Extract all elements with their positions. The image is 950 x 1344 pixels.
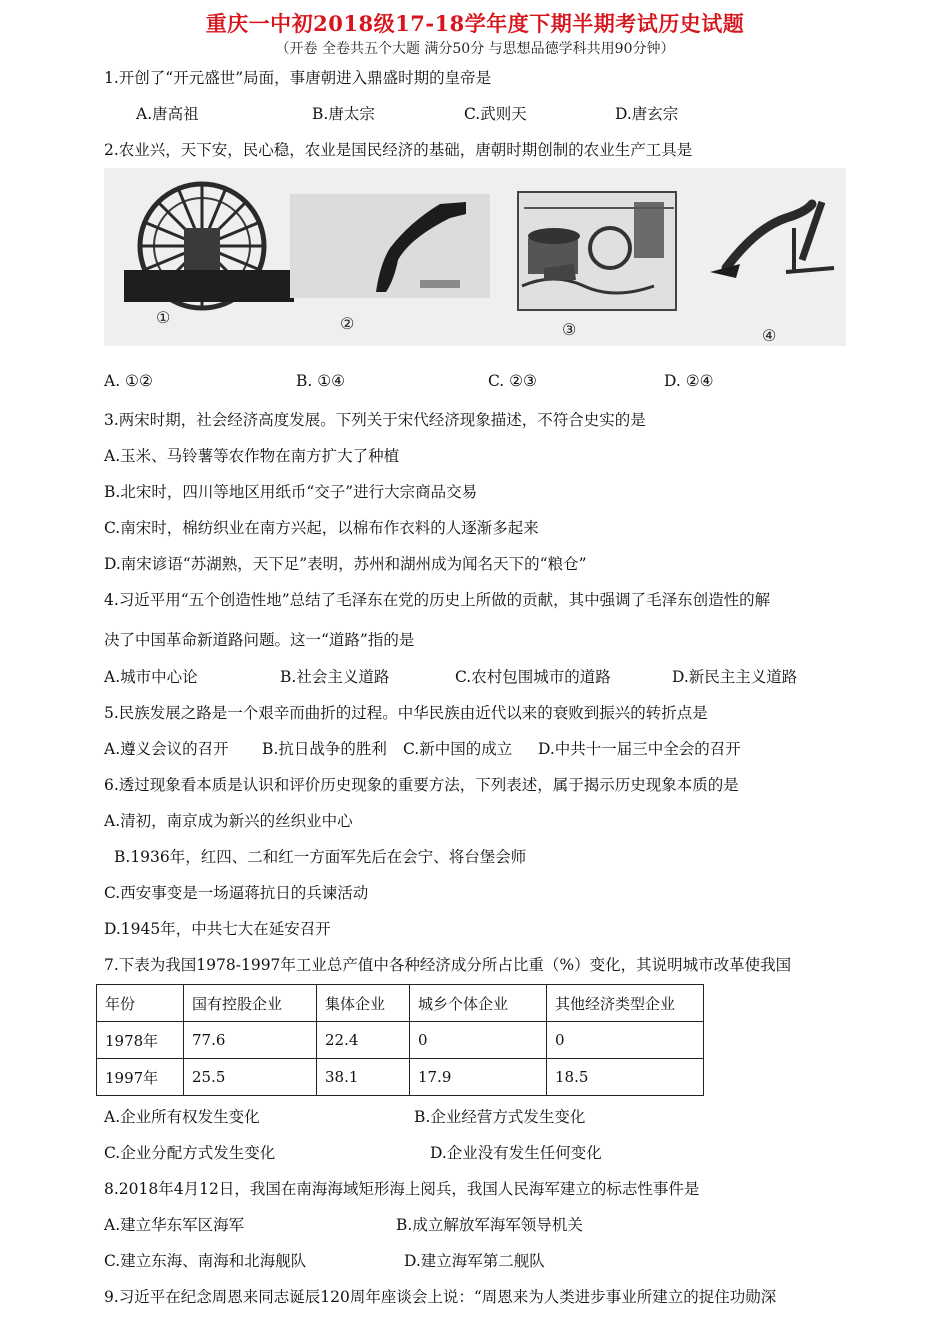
q8-stem: 8.2018年4月12日，我国在南海海域矩形海上阅兵，我国人民海军建立的标志性事件是 — [104, 1180, 700, 1198]
q5-stem: 5.民族发展之路是一个艰辛而曲折的过程。中华民族由近代以来的衰败到振兴的转折点是 — [104, 704, 708, 722]
q4-stem-line1: 4.习近平用“五个创造性地”总结了毛泽东在党的历史上所做的贡献，其中强调了毛泽东创造性的解 — [104, 591, 771, 609]
plough-image — [290, 168, 490, 346]
watermill-image — [514, 168, 684, 346]
table-row — [97, 1022, 704, 1059]
q4-option-c: C.农村包围城市的道路 — [455, 668, 611, 686]
curved-plough-image — [696, 168, 846, 346]
waterwheel-image — [124, 168, 294, 346]
exam-subtitle: （开卷 全卷共五个大题 满分50分 与思想品德学科共用90分钟） — [275, 41, 675, 57]
table-header-cell: 城乡个体企业 — [410, 985, 547, 1022]
table-cell: 0 — [547, 1022, 704, 1059]
q4-option-a: A.城市中心论 — [104, 668, 198, 686]
table-cell: 17.9 — [410, 1059, 547, 1096]
q2-stem: 2.农业兴，天下安，民心稳，农业是国民经济的基础，唐朝时期创制的农业生产工具是 — [104, 141, 693, 159]
q7-data-table — [96, 984, 704, 1096]
table-header-row — [97, 985, 704, 1022]
q3-option-b: B.北宋时，四川等地区用纸币“交子”进行大宗商品交易 — [104, 483, 478, 501]
q6-option-d: D.1945年，中共七大在延安召开 — [104, 920, 331, 938]
table-cell: 25.5 — [184, 1059, 317, 1096]
q6-option-c: C.西安事变是一场逼蒋抗日的兵谏活动 — [104, 884, 369, 902]
table-cell: 22.4 — [317, 1022, 410, 1059]
table-cell: 38.1 — [317, 1059, 410, 1096]
q8-option-d: D.建立海军第二舰队 — [404, 1252, 545, 1270]
q7-option-d: D.企业没有发生任何变化 — [430, 1144, 602, 1162]
q8-option-a: A.建立华东军区海军 — [104, 1216, 245, 1234]
q9-stem: 9.习近平在纪念周恩来同志诞辰120周年座谈会上说：“周恩来为人类进步事业所建立的捉住功勋深 — [104, 1288, 777, 1306]
q2-image-strip — [104, 168, 846, 346]
q3-option-c: C.南宋时，棉纺织业在南方兴起，以棉布作衣料的人逐渐多起来 — [104, 519, 539, 537]
q1-option-b: B.唐太宗 — [312, 105, 375, 123]
table-header-cell: 集体企业 — [317, 985, 410, 1022]
q7-stem: 7.下表为我国1978-1997年工业总产值中各种经济成分所占比重（%）变化，其说明城市改革使我国 — [104, 956, 792, 974]
q8-option-c: C.建立东海、南海和北海舰队 — [104, 1252, 307, 1270]
table-cell: 0 — [410, 1022, 547, 1059]
q3-stem: 3.两宋时期，社会经济高度发展。下列关于宋代经济现象描述，不符合史实的是 — [104, 411, 646, 429]
q6-option-a: A.清初，南京成为新兴的丝织业中心 — [104, 812, 353, 830]
q3-option-a: A.玉米、马铃薯等农作物在南方扩大了种植 — [104, 447, 400, 465]
q7-option-b: B.企业经营方式发生变化 — [414, 1108, 586, 1126]
q1-option-a: A.唐高祖 — [136, 105, 199, 123]
table-row — [97, 1059, 704, 1096]
q2-label-3: ③ — [562, 320, 577, 339]
q5-option-b: B.抗日战争的胜利 — [262, 740, 387, 758]
q7-option-a: A.企业所有权发生变化 — [104, 1108, 260, 1126]
q2-option-b: B. ①④ — [296, 372, 346, 390]
table-cell: 77.6 — [184, 1022, 317, 1059]
q7-option-c: C.企业分配方式发生变化 — [104, 1144, 276, 1162]
q4-stem-line2: 决了中国革命新道路问题。这一“道路”指的是 — [104, 631, 415, 649]
table-cell: 1997年 — [97, 1059, 184, 1096]
q2-option-a: A. ①② — [104, 372, 153, 390]
q8-option-b: B.成立解放军海军领导机关 — [396, 1216, 583, 1234]
table-cell: 1978年 — [97, 1022, 184, 1059]
q2-label-4: ④ — [762, 326, 777, 345]
q2-option-d: D. ②④ — [664, 372, 714, 390]
q4-option-b: B.社会主义道路 — [280, 668, 390, 686]
q1-stem: 1.开创了“开元盛世”局面，事唐朝进入鼎盛时期的皇帝是 — [104, 69, 492, 87]
q1-option-d: D.唐玄宗 — [615, 105, 679, 123]
q3-option-d: D.南宋谚语“苏湖熟，天下足”表明，苏州和湖州成为闻名天下的“粮仓” — [104, 555, 587, 573]
table-header-cell: 国有控股企业 — [184, 985, 317, 1022]
q2-option-c: C. ②③ — [488, 372, 537, 390]
exam-title: 重庆一中初2018级17-18学年度下期半期考试历史试题 — [205, 11, 745, 36]
q5-option-c: C.新中国的成立 — [403, 740, 513, 758]
q5-option-d: D.中共十一届三中全会的召开 — [538, 740, 741, 758]
q1-option-c: C.武则天 — [464, 105, 527, 123]
table-cell: 18.5 — [547, 1059, 704, 1096]
q2-label-2: ② — [340, 314, 355, 333]
q2-label-1: ① — [156, 308, 171, 327]
q6-stem: 6.透过现象看本质是认识和评价历史现象的重要方法，下列表述，属于揭示历史现象本质的是 — [104, 776, 739, 794]
q6-option-b: B.1936年，红四、二和红一方面军先后在会宁、将台堡会师 — [114, 848, 527, 866]
q4-option-d: D.新民主主义道路 — [672, 668, 798, 686]
q5-option-a: A.遵义会议的召开 — [104, 740, 229, 758]
table-header-cell: 年份 — [97, 985, 184, 1022]
table-header-cell: 其他经济类型企业 — [547, 985, 704, 1022]
